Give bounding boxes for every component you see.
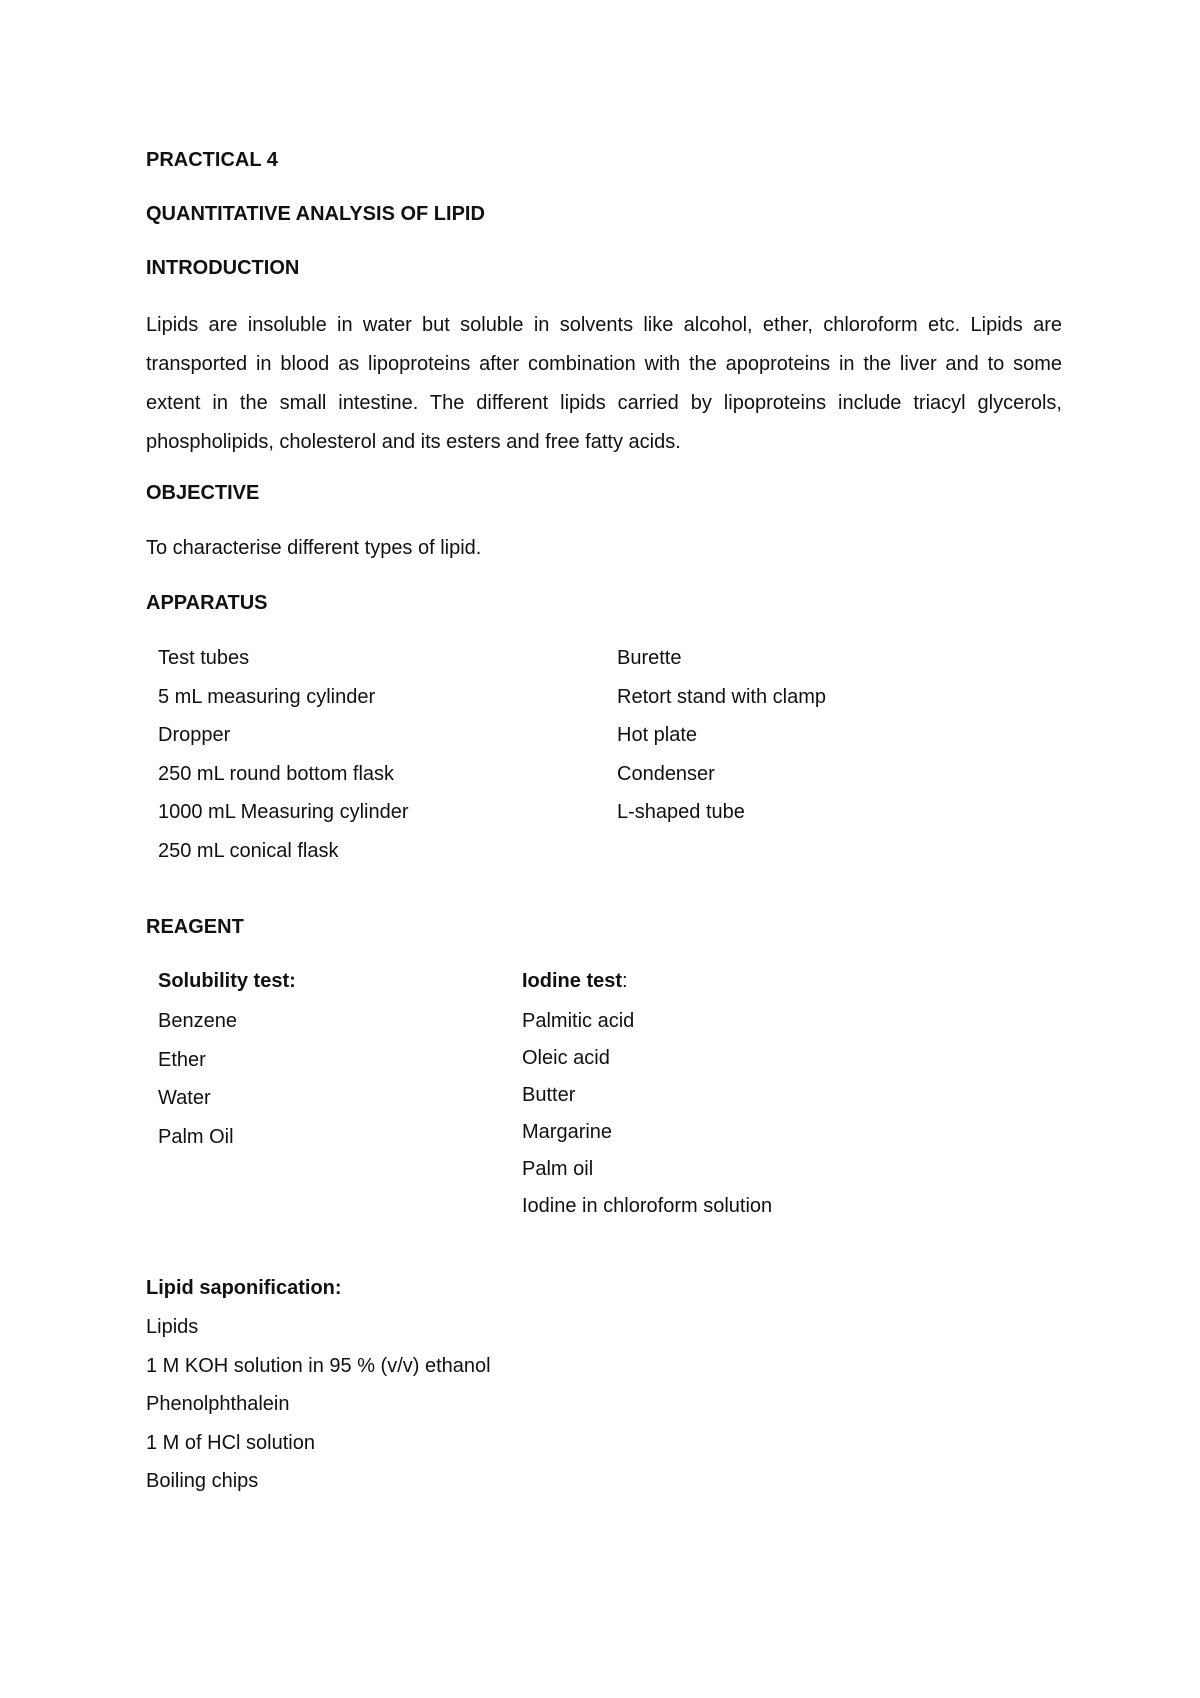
list-item: Condenser (617, 762, 715, 785)
reagent-heading: REAGENT (146, 916, 244, 938)
list-item: Burette (617, 647, 682, 669)
objective-heading: OBJECTIVE (146, 482, 260, 504)
list-item: Phenolphthalein (146, 1393, 290, 1415)
list-item: Benzene (158, 1010, 237, 1032)
document-subtitle: QUANTITATIVE ANALYSIS OF LIPID (146, 203, 485, 225)
list-item: Palm oil (522, 1158, 594, 1180)
list-item: Test tubes (158, 647, 250, 669)
apparatus-list-left (158, 646, 409, 877)
list-item: Palm Oil (158, 1125, 234, 1148)
list-item: Hot plate (617, 724, 698, 746)
list-item: Oleic acid (522, 1047, 610, 1069)
saponification-label: Lipid saponification: (146, 1277, 342, 1299)
introduction-paragraph: Lipids are insoluble in water but soluble in solvents like alcohol, ether, chloroform etc. Lipids are transported in blood as lipoproteins after combination with the apoproteins in the liver and to some extent in the small intestine. The different lipids carried by lipoproteins include triacyl glycerols, phospholipids, cholesterol and its esters and free fatty acids. (146, 314, 1062, 453)
introduction-heading: INTRODUCTION (146, 257, 300, 279)
apparatus-list-right (617, 646, 826, 839)
list-item: Lipids (146, 1316, 199, 1338)
list-item: Ether (158, 1048, 206, 1071)
iodine-test-label-text: Iodine test (522, 970, 623, 992)
list-item: Water (158, 1087, 211, 1109)
practical-title: PRACTICAL 4 (146, 149, 278, 171)
list-item: Boiling chips (146, 1470, 259, 1492)
list-item: 250 mL conical flask (158, 839, 339, 862)
iodine-test-label-suffix: : (622, 970, 628, 992)
objective-text: To characterise different types of lipid. (146, 537, 482, 559)
list-item: Margarine (522, 1121, 613, 1143)
solubility-test-list (158, 1009, 237, 1163)
apparatus-heading: APPARATUS (146, 592, 268, 614)
list-item: Iodine in chloroform solution (522, 1195, 773, 1217)
list-item: L-shaped tube (617, 801, 745, 823)
list-item: 1 M of HCl solution (146, 1431, 315, 1454)
list-item: 250 mL round bottom flask (158, 762, 395, 785)
iodine-test-list (522, 1009, 772, 1231)
list-item: Palmitic acid (522, 1010, 635, 1032)
list-item: 1 M KOH solution in 95 % (v/v) ethanol (146, 1354, 491, 1377)
list-item: 5 mL measuring cylinder (158, 685, 376, 708)
solubility-test-label: Solubility test: (158, 970, 296, 992)
iodine-test-label (522, 969, 628, 993)
list-item: Retort stand with clamp (617, 685, 826, 708)
saponification-list (146, 1315, 491, 1508)
list-item: 1000 mL Measuring cylinder (158, 801, 409, 823)
list-item: Butter (522, 1084, 576, 1106)
list-item: Dropper (158, 724, 231, 746)
